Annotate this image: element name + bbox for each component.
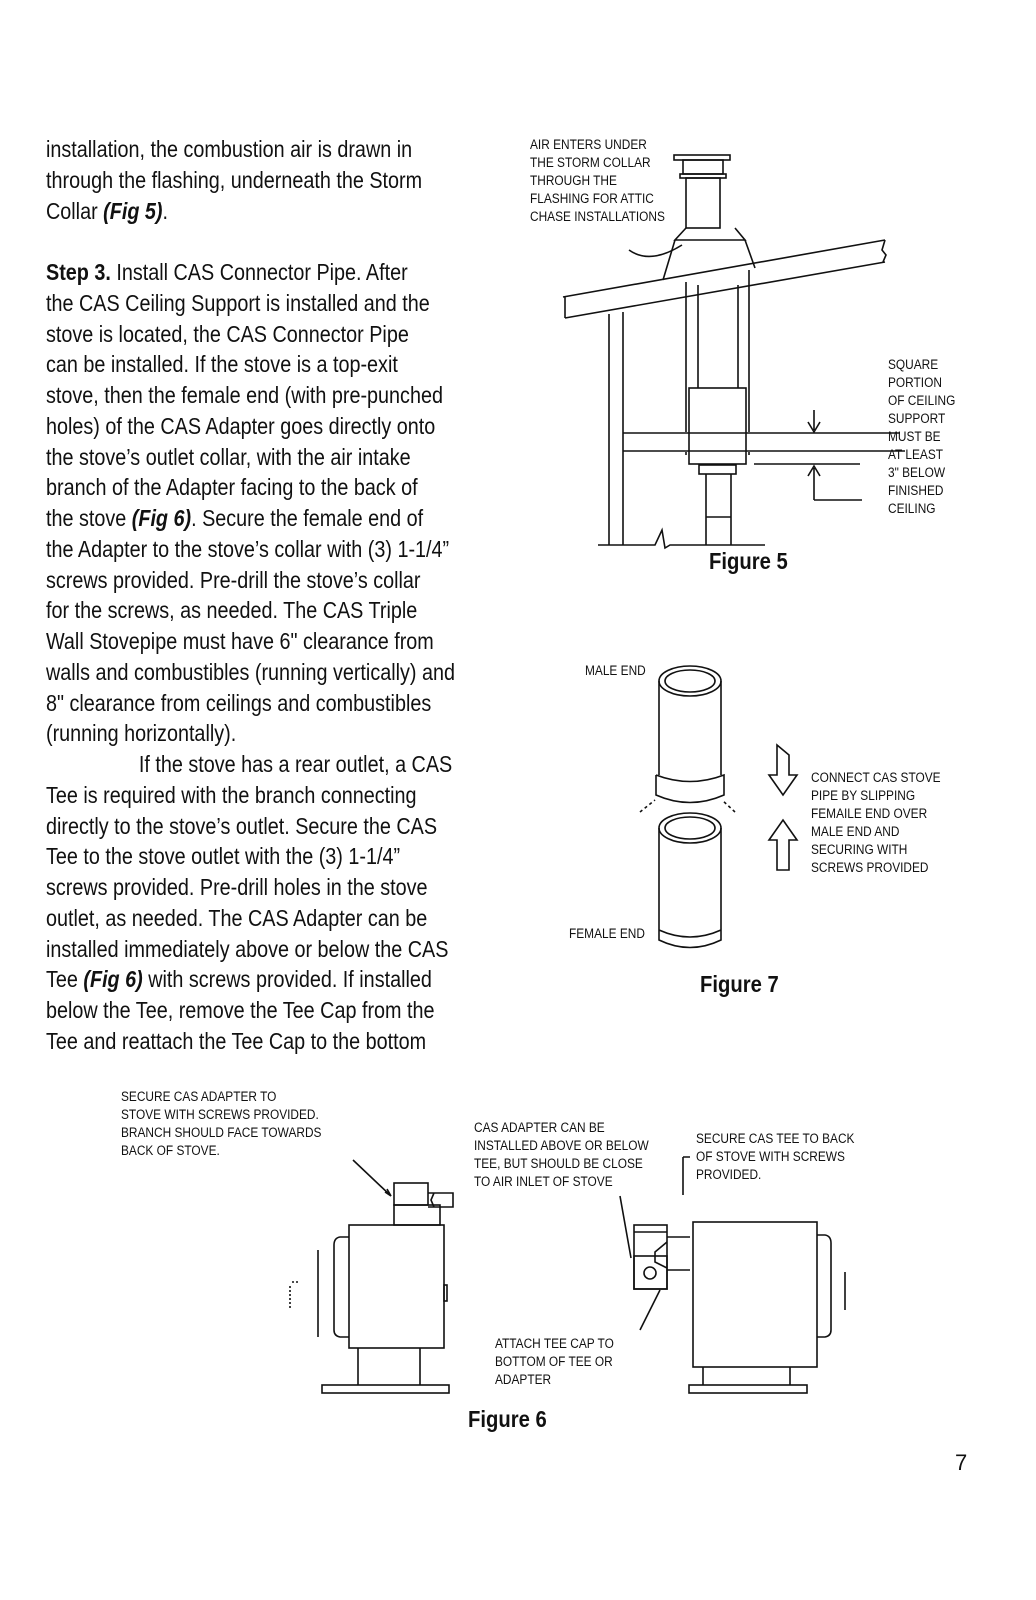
body-text-segment: below the Tee, remove the Tee Cap from the xyxy=(46,997,435,1023)
fig6-adapter-label: SECURE CAS ADAPTER TO STOVE WITH SCREWS PROVIDED. BRANCH SHOULD FACE TOWARDS BACK OF STOVE. xyxy=(121,1089,322,1158)
body-text-segment: can be installed. If the stove is a top-exit xyxy=(46,351,398,378)
body-text-segment: screws provided. Pre-drill holes in the stove xyxy=(46,874,428,900)
fig7-male-end: MALE END xyxy=(585,663,646,678)
body-text-segment: stove, then the female end (with pre-punched xyxy=(46,382,443,408)
body-text-segment: screws provided. Pre-drill the stove’s collar xyxy=(46,566,421,593)
body-text-segment: Collar xyxy=(46,197,104,224)
body-text-segment: installation, the combustion air is drawn in xyxy=(46,136,413,162)
body-text-segment: . xyxy=(162,197,168,224)
body-text-segment: branch of the Adapter facing to the back of xyxy=(46,474,418,501)
body-text-segment: Tee and reattach the Tee Cap to the bottom xyxy=(46,1027,427,1054)
body-text-segment: with screws provided. If installed xyxy=(142,966,432,993)
body-text-segment: Tee xyxy=(46,966,84,993)
body-text-segment: the stove xyxy=(46,505,132,531)
body-text-segment: holes) of the CAS Adapter goes directly onto xyxy=(46,412,436,439)
body-text-segment: outlet, as needed. The CAS Adapter can be xyxy=(46,904,428,931)
body-text-segment: 8" clearance from ceilings and combustibles xyxy=(46,689,432,716)
body-text-segment: If the stove has a rear outlet, a CAS xyxy=(138,751,453,777)
body-text-segment: the Adapter to the stove’s collar with (3) 1-1/4” xyxy=(46,535,450,562)
figure-reference: (Fig 5) xyxy=(103,197,163,224)
body-text-segment: . Secure the female end of xyxy=(191,505,424,531)
body-text-segment: Tee is required with the branch connecting xyxy=(46,781,417,808)
figure5-caption: Figure 5 xyxy=(709,548,788,574)
body-text-segment: Install CAS Connector Pipe. After xyxy=(110,259,408,285)
body-text-segment: Tee to the stove outlet with the (3) 1-1/4” xyxy=(46,843,401,870)
body-text-segment: (running horizontally). xyxy=(46,720,237,747)
body-text-segment: installed immediately above or below the CAS xyxy=(46,935,449,962)
fig5-support-label: SQUARE PORTION OF CEILING SUPPORT MUST BE AT LEAST 3" BELOW FINISHED CEILING xyxy=(888,357,956,516)
fig6-cap-label: ATTACH TEE CAP TO BOTTOM OF TEE OR ADAPTER xyxy=(495,1336,614,1387)
fig6-above-below-label: CAS ADAPTER CAN BE INSTALLED ABOVE OR BELOW TEE, BUT SHOULD BE CLOSE TO AIR INLET OF STOVE xyxy=(474,1120,649,1189)
step-heading: Step 3. xyxy=(46,259,111,285)
body-text-segment: the CAS Ceiling Support is installed and the xyxy=(46,289,430,316)
body-text-segment: directly to the stove’s outlet. Secure the CAS xyxy=(46,812,438,839)
figure7-drawing xyxy=(640,666,797,948)
figure-reference: (Fig 6) xyxy=(131,505,192,531)
figure6-caption: Figure 6 xyxy=(468,1406,547,1432)
figure7-caption: Figure 7 xyxy=(700,971,779,997)
figure-reference: (Fig 6) xyxy=(83,966,143,993)
fig7-connect-label: CONNECT CAS STOVE PIPE BY SLIPPING FEMAILE END OVER MALE END AND SECURING WITH SCREWS PROVIDED xyxy=(811,770,941,875)
fig5-air-label: AIR ENTERS UNDER THE STORM COLLAR THROUGH THE FLASHING FOR ATTIC CHASE INSTALLATIONS xyxy=(530,137,665,224)
body-text-segment: walls and combustibles (running vertically) and xyxy=(46,658,455,685)
body-text-segment: for the screws, as needed. The CAS Triple xyxy=(46,597,418,624)
fig7-female-end: FEMALE END xyxy=(569,926,645,941)
body-text-segment: Wall Stovepipe must have 6" clearance from xyxy=(46,628,434,654)
body-text-segment: through the flashing, underneath the Storm xyxy=(46,166,423,193)
body-text-segment: stove is located, the CAS Connector Pipe xyxy=(46,320,409,347)
page-number: 7 xyxy=(955,1450,968,1475)
body-text-segment: the stove’s outlet collar, with the air intake xyxy=(46,443,411,470)
fig6-tee-label: SECURE CAS TEE TO BACK OF STOVE WITH SCREWS PROVIDED. xyxy=(696,1131,855,1182)
